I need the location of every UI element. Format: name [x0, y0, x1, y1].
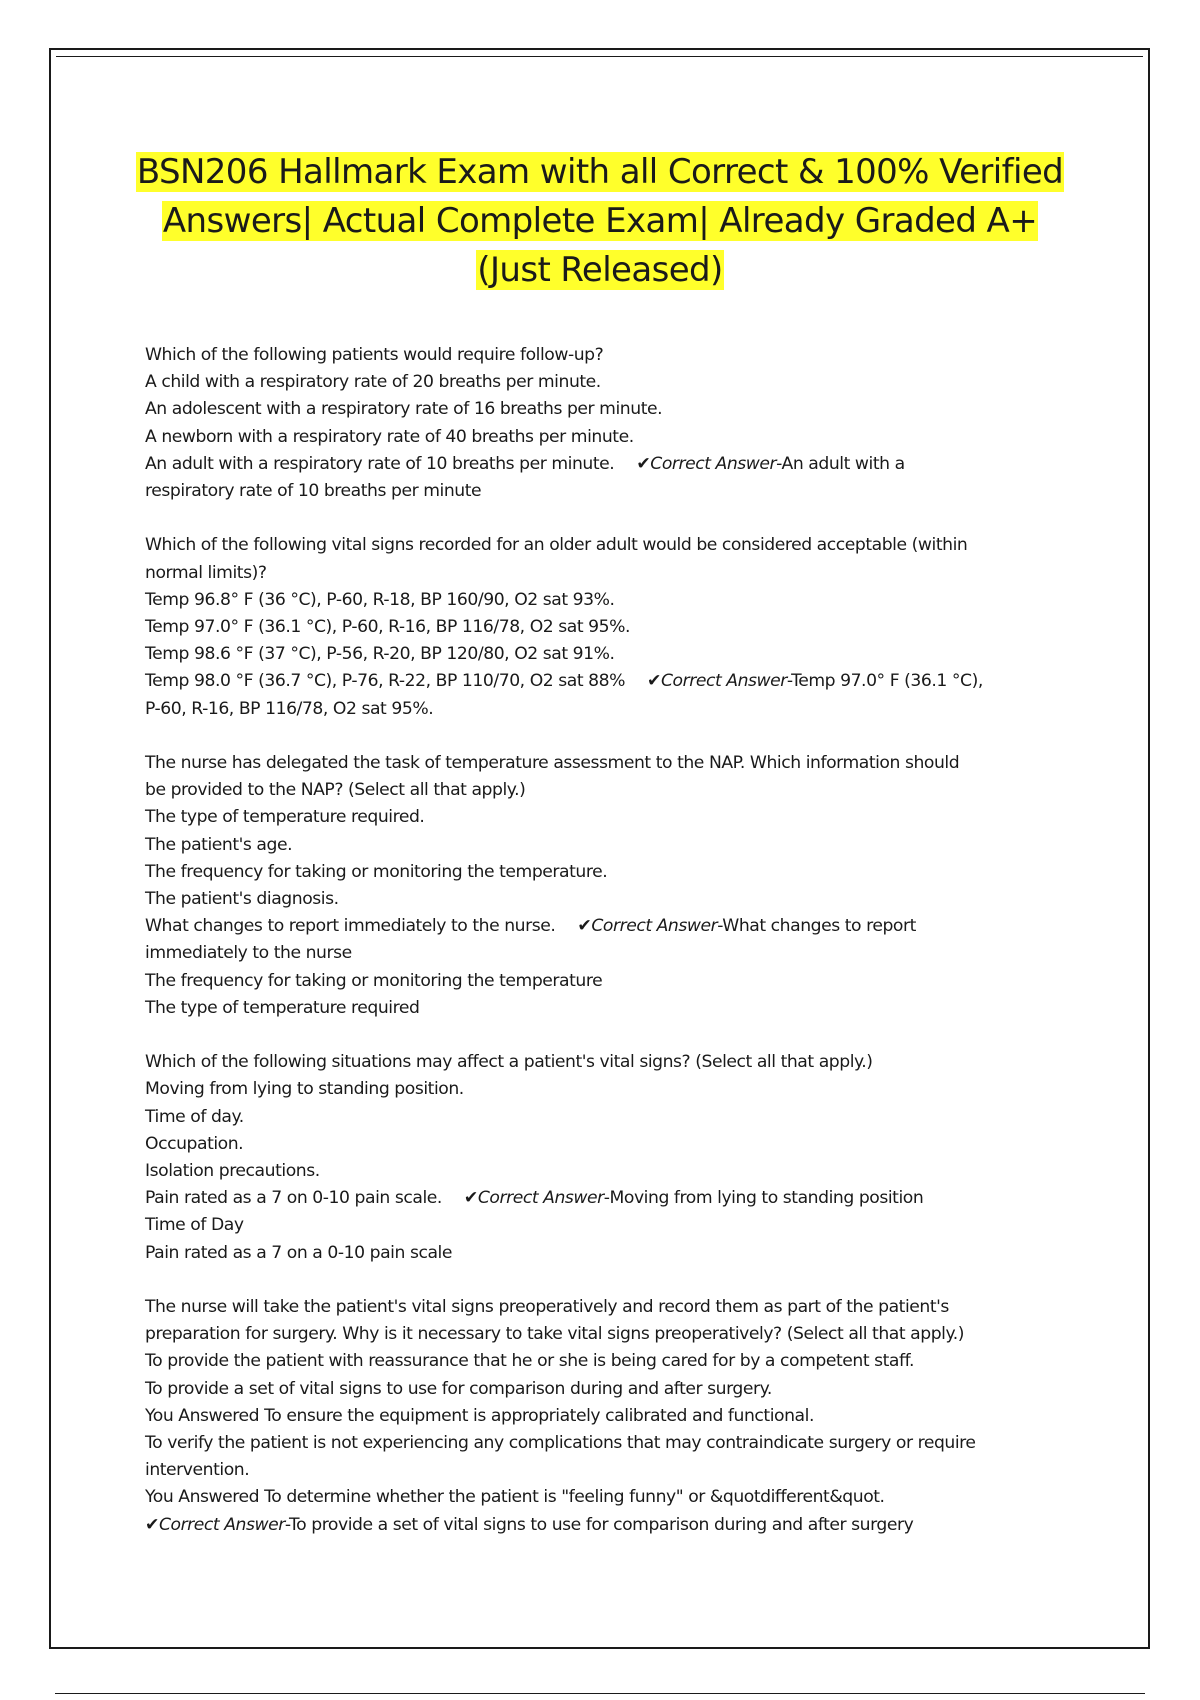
question-block: [145, 532, 1065, 722]
option-line: Occupation.: [145, 1133, 244, 1154]
question-text: normal limits)?: [145, 562, 267, 583]
question-block: [145, 1294, 1065, 1539]
answer-text: To provide a set of vital signs to use for comparison during and after surgery: [289, 1514, 914, 1535]
option-line: The frequency for taking or monitoring the temperature.: [145, 861, 608, 882]
answer-continuation: The type of temperature required: [145, 997, 420, 1018]
option-answer-line: [145, 1185, 1065, 1212]
answer-text: An adult with a: [781, 453, 905, 474]
question-text: The nurse has delegated the task of temperature assessment to the NAP. Which information should: [145, 753, 960, 774]
question-block: [145, 1049, 1065, 1267]
answer-text: Temp 97.0° F (36.1 °C),: [791, 671, 983, 692]
answer-key-text: Correct Answer: [660, 671, 787, 692]
answer-continuation: P-60, R-16, BP 116/78, O2 sat 95%.: [145, 698, 434, 719]
option-line: To provide a set of vital signs to use for comparison during and after surgery.: [145, 1378, 772, 1399]
top-rule: [56, 56, 1143, 57]
option-line: An adolescent with a respiratory rate of 16 breaths per minute.: [145, 399, 663, 420]
answer-continuation: immediately to the nurse: [145, 943, 352, 964]
option-text: What changes to report immediately to the nurse.: [145, 916, 556, 937]
option-text: Pain rated as a 7 on 0-10 pain scale.: [145, 1188, 442, 1209]
answer-key-text: Correct Answer: [158, 1514, 285, 1535]
answer-key-text: Correct Answer: [650, 453, 777, 474]
option-line: The patient's diagnosis.: [145, 889, 339, 910]
option-line: To verify the patient is not experiencing any complications that may contraindicate surgery or require: [145, 1433, 976, 1454]
checkmark-icon: ✔: [647, 671, 661, 692]
option-line: Moving from lying to standing position.: [145, 1079, 464, 1100]
option-line: Isolation precautions.: [145, 1161, 320, 1182]
answer-text: Moving from lying to standing position: [609, 1188, 924, 1209]
option-line: To provide the patient with reassurance that he or she is being cared for by a competent staff.: [145, 1351, 914, 1372]
option-answer-line: [145, 1512, 1065, 1539]
answer-dash: -: [776, 453, 782, 474]
answer-dash: -: [786, 671, 792, 692]
checkmark-icon: ✔: [463, 1188, 478, 1209]
question-text: be provided to the NAP? (Select all that apply.): [145, 780, 526, 801]
answer-continuation: Time of Day: [145, 1215, 244, 1236]
question-text: Which of the following situations may affect a patient's vital signs? (Select all that apply.): [145, 1052, 873, 1073]
correct-answer-label: [647, 671, 787, 691]
answer-continuation: respiratory rate of 10 breaths per minute: [145, 481, 482, 502]
answer-continuation: Pain rated as a 7 on a 0-10 pain scale: [145, 1242, 452, 1263]
exam-content: [145, 342, 1065, 1566]
answer-continuation: The frequency for taking or monitoring the temperature: [145, 970, 603, 991]
correct-answer-label: [636, 454, 776, 474]
correct-answer-label: [145, 1515, 285, 1535]
option-answer-line: [145, 451, 1065, 478]
answer-text: What changes to report: [722, 916, 916, 937]
checkmark-icon: ✔: [577, 916, 592, 937]
answer-dash: -: [717, 916, 723, 937]
option-line: Temp 97.0° F (36.1 °C), P-60, R-16, BP 116/78, O2 sat 95%.: [145, 617, 631, 638]
option-line: Temp 98.6 °F (37 °C), P-56, R-20, BP 120/80, O2 sat 91%.: [145, 644, 615, 665]
question-block: [145, 750, 1065, 1022]
title-line-1: BSN206 Hallmark Exam with all Correct & 100% Verified: [136, 152, 1064, 192]
answer-dash: -: [284, 1514, 290, 1535]
document-title: [130, 148, 1070, 295]
title-line-3: (Just Released): [477, 250, 723, 290]
correct-answer-label: [464, 1188, 604, 1208]
correct-answer-label: [577, 916, 717, 936]
option-line: You Answered To determine whether the patient is "feeling funny" or &quotdifferent&quot.: [145, 1487, 885, 1508]
title-line-2: Answers| Actual Complete Exam| Already Graded A+: [162, 201, 1038, 241]
option-line: Time of day.: [145, 1106, 244, 1127]
option-line: A child with a respiratory rate of 20 breaths per minute.: [145, 372, 601, 393]
option-answer-line: [145, 913, 1065, 940]
option-line: The type of temperature required.: [145, 807, 425, 828]
option-text: An adult with a respiratory rate of 10 breaths per minute.: [145, 453, 615, 474]
answer-key-text: Correct Answer: [591, 916, 718, 937]
question-text: The nurse will take the patient's vital signs preoperatively and record them as part of the patient's: [145, 1297, 949, 1318]
checkmark-icon: ✔: [636, 453, 651, 474]
answer-dash: -: [603, 1188, 610, 1209]
option-line: A newborn with a respiratory rate of 40 breaths per minute.: [145, 426, 634, 447]
question-text: preparation for surgery. Why is it necessary to take vital signs preoperatively? (Select all that apply.): [145, 1324, 965, 1345]
option-line: You Answered To ensure the equipment is appropriately calibrated and functional.: [145, 1405, 814, 1426]
checkmark-icon: ✔: [145, 1514, 159, 1535]
option-answer-line: [145, 668, 1065, 695]
option-line: intervention.: [145, 1460, 250, 1481]
answer-key-text: Correct Answer: [477, 1188, 604, 1209]
option-text: Temp 98.0 °F (36.7 °C), P-76, R-22, BP 110/70, O2 sat 88%: [145, 671, 626, 692]
question-text: Which of the following vital signs recorded for an older adult would be considered acceptable (within: [145, 535, 968, 556]
question-text: Which of the following patients would require follow-up?: [145, 345, 604, 365]
question-block: [145, 342, 1065, 505]
option-line: The patient's age.: [145, 834, 293, 855]
option-line: Temp 96.8° F (36 °C), P-60, R-18, BP 160/90, O2 sat 93%.: [145, 589, 615, 610]
bottom-rule: [55, 1693, 1145, 1694]
